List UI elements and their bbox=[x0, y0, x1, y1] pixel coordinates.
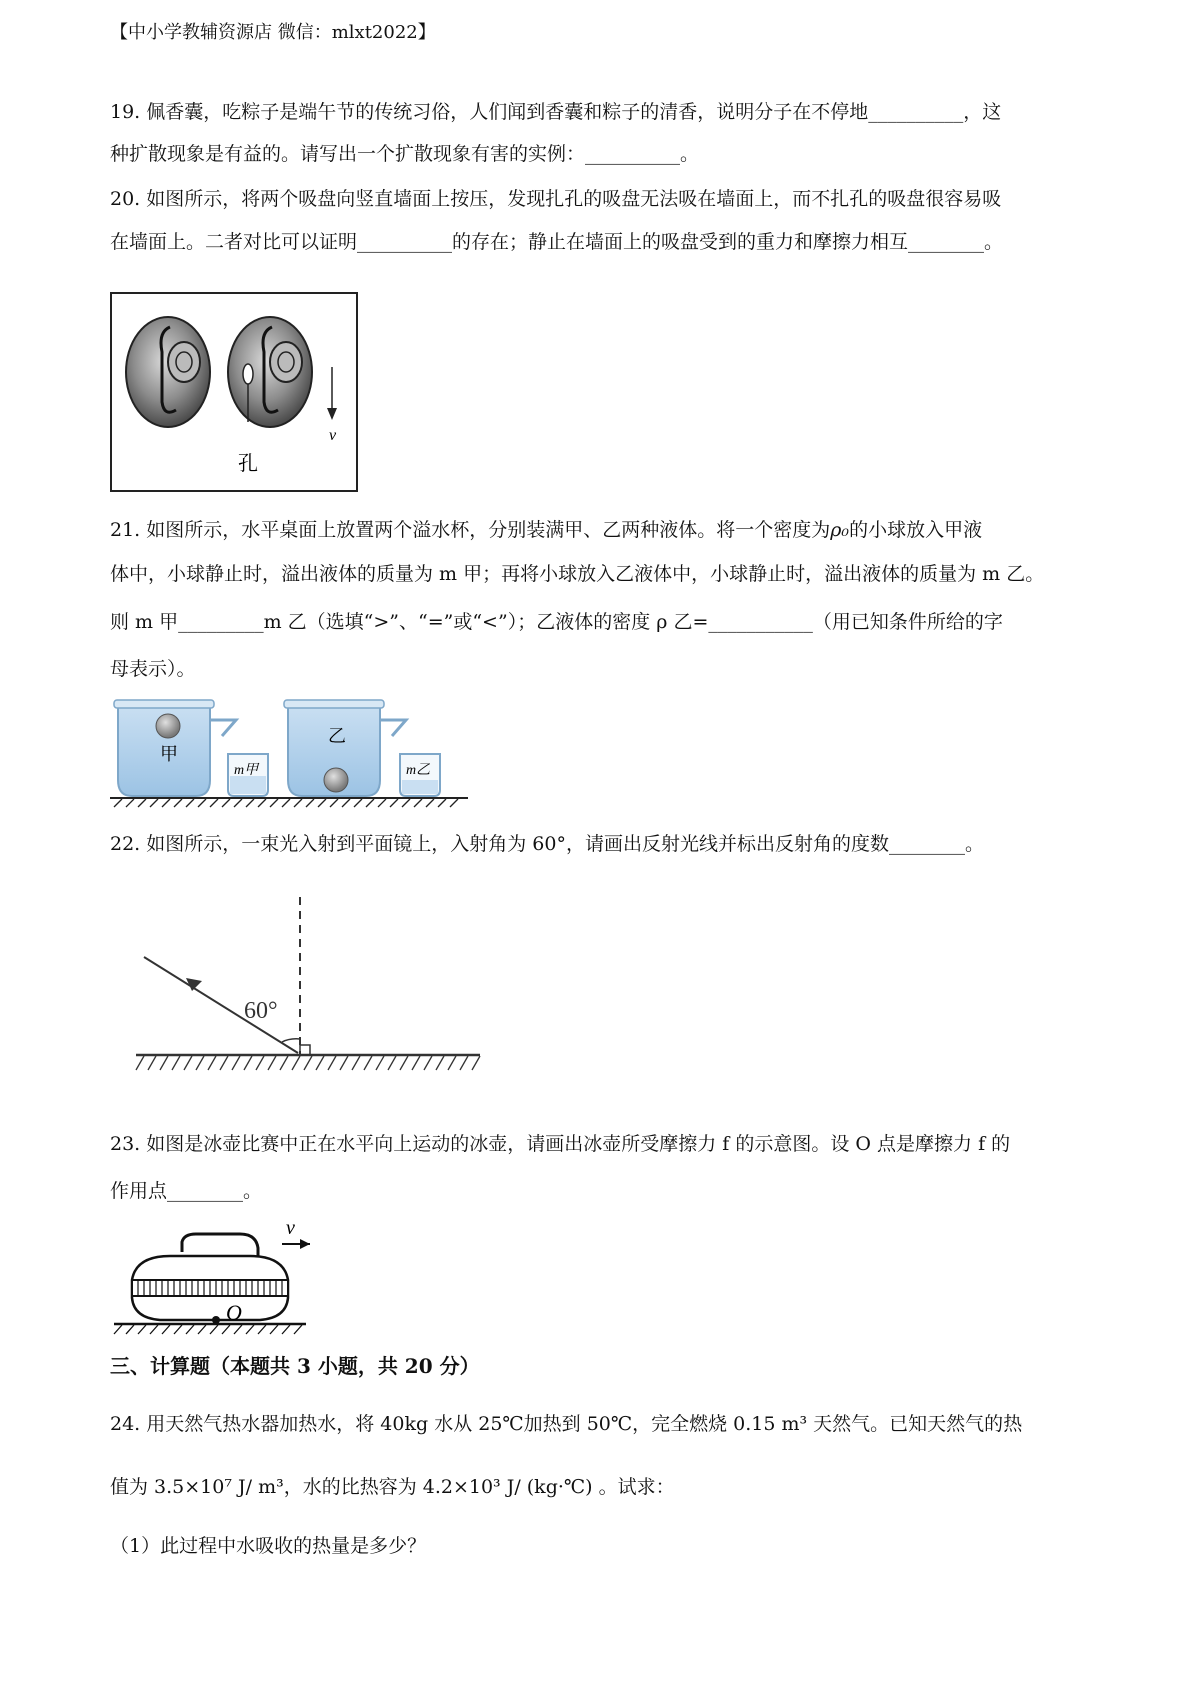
angle-label: 60° bbox=[244, 998, 278, 1024]
q21-line4: 母表示）。 bbox=[110, 658, 196, 680]
q19-line1: 19. 佩香囊，吃粽子是端午节的传统习俗，人们闻到香囊和粽子的清香，说明分子在不停地__________，这 bbox=[110, 101, 1002, 123]
suction-cup-right-with-hole bbox=[228, 317, 312, 427]
label-m-jia: m甲 bbox=[234, 763, 259, 778]
right-angle-marker bbox=[300, 1045, 310, 1055]
q24-line1: 24. 用天然气热水器加热水，将 40kg 水从 25℃加热到 50℃，完全燃烧 0.15 m³ 天然气。已知天然气的热 bbox=[110, 1413, 1023, 1435]
label-jia: 甲 bbox=[160, 744, 178, 765]
hole-label: 孔 bbox=[238, 451, 258, 475]
velocity-label: v bbox=[329, 427, 337, 444]
small-cup-yi bbox=[400, 754, 440, 796]
curling-handle bbox=[182, 1234, 258, 1256]
q22-line1: 22. 如图所示，一束光入射到平面镜上，入射角为 60°，请画出反射光线并标出反射角的度数________。 bbox=[110, 833, 984, 855]
angle-arc bbox=[282, 1039, 300, 1042]
hole-icon bbox=[243, 364, 253, 384]
suction-cup-figure bbox=[110, 292, 358, 492]
velocity-label-v: v bbox=[286, 1217, 295, 1239]
curling-stone-figure bbox=[110, 1212, 310, 1337]
q24-line2: 值为 3.5×10⁷ J/ m³，水的比热容为 4.2×10³ J/ (kg·℃) 。试求： bbox=[110, 1476, 675, 1498]
overflow-cup-figure bbox=[110, 692, 470, 812]
q23-line1: 23. 如图是冰壶比赛中正在水平向上运动的冰壶，请画出冰壶所受摩擦力 f 的示意图。设 O 点是摩擦力 f 的 bbox=[110, 1133, 1011, 1155]
q20-line2: 在墙面上。二者对比可以证明__________的存在；静止在墙面上的吸盘受到的重力和摩擦力相互________。 bbox=[110, 231, 1004, 253]
plane-mirror-figure bbox=[130, 895, 490, 1085]
point-o-label: O bbox=[226, 1300, 242, 1325]
page-header: 【中小学教辅资源店 微信：mlxt2022】 bbox=[110, 22, 436, 43]
label-m-yi: m乙 bbox=[406, 763, 431, 778]
q23-line2: 作用点________。 bbox=[110, 1180, 263, 1202]
suction-cup-left bbox=[126, 317, 210, 427]
q21-line3: 则 m 甲_________m 乙（选填“>”、“=”或“<”）；乙液体的密度 ρ 乙=___________（用已知条件所给的字 bbox=[110, 611, 1003, 633]
q21-line1: 21. 如图所示，水平桌面上放置两个溢水杯，分别装满甲、乙两种液体。将一个密度为ρ₀的小球放入甲液 bbox=[110, 519, 983, 541]
rho0-symbol: ρ₀ bbox=[830, 519, 850, 541]
q21-line2: 体中，小球静止时，溢出液体的质量为 m 甲；再将小球放入乙液体中，小球静止时，溢出液体的质量为 m 乙。 bbox=[110, 563, 1045, 585]
overflow-cup-jia bbox=[114, 700, 236, 796]
label-yi: 乙 bbox=[328, 726, 346, 747]
q19-line2: 种扩散现象是有益的。请写出一个扩散现象有害的实例：__________。 bbox=[110, 143, 700, 165]
q20-line1: 20. 如图所示，将两个吸盘向竖直墙面上按压，发现扎孔的吸盘无法吸在墙面上，而不扎孔的吸盘很容易吸 bbox=[110, 188, 1002, 210]
q24-line3: （1）此过程中水吸收的热量是多少？ bbox=[110, 1535, 427, 1557]
section-title-calculation: 三、计算题（本题共 3 小题，共 20 分） bbox=[110, 1354, 480, 1378]
overflow-cup-yi bbox=[284, 700, 406, 796]
small-cup-jia bbox=[228, 754, 268, 796]
